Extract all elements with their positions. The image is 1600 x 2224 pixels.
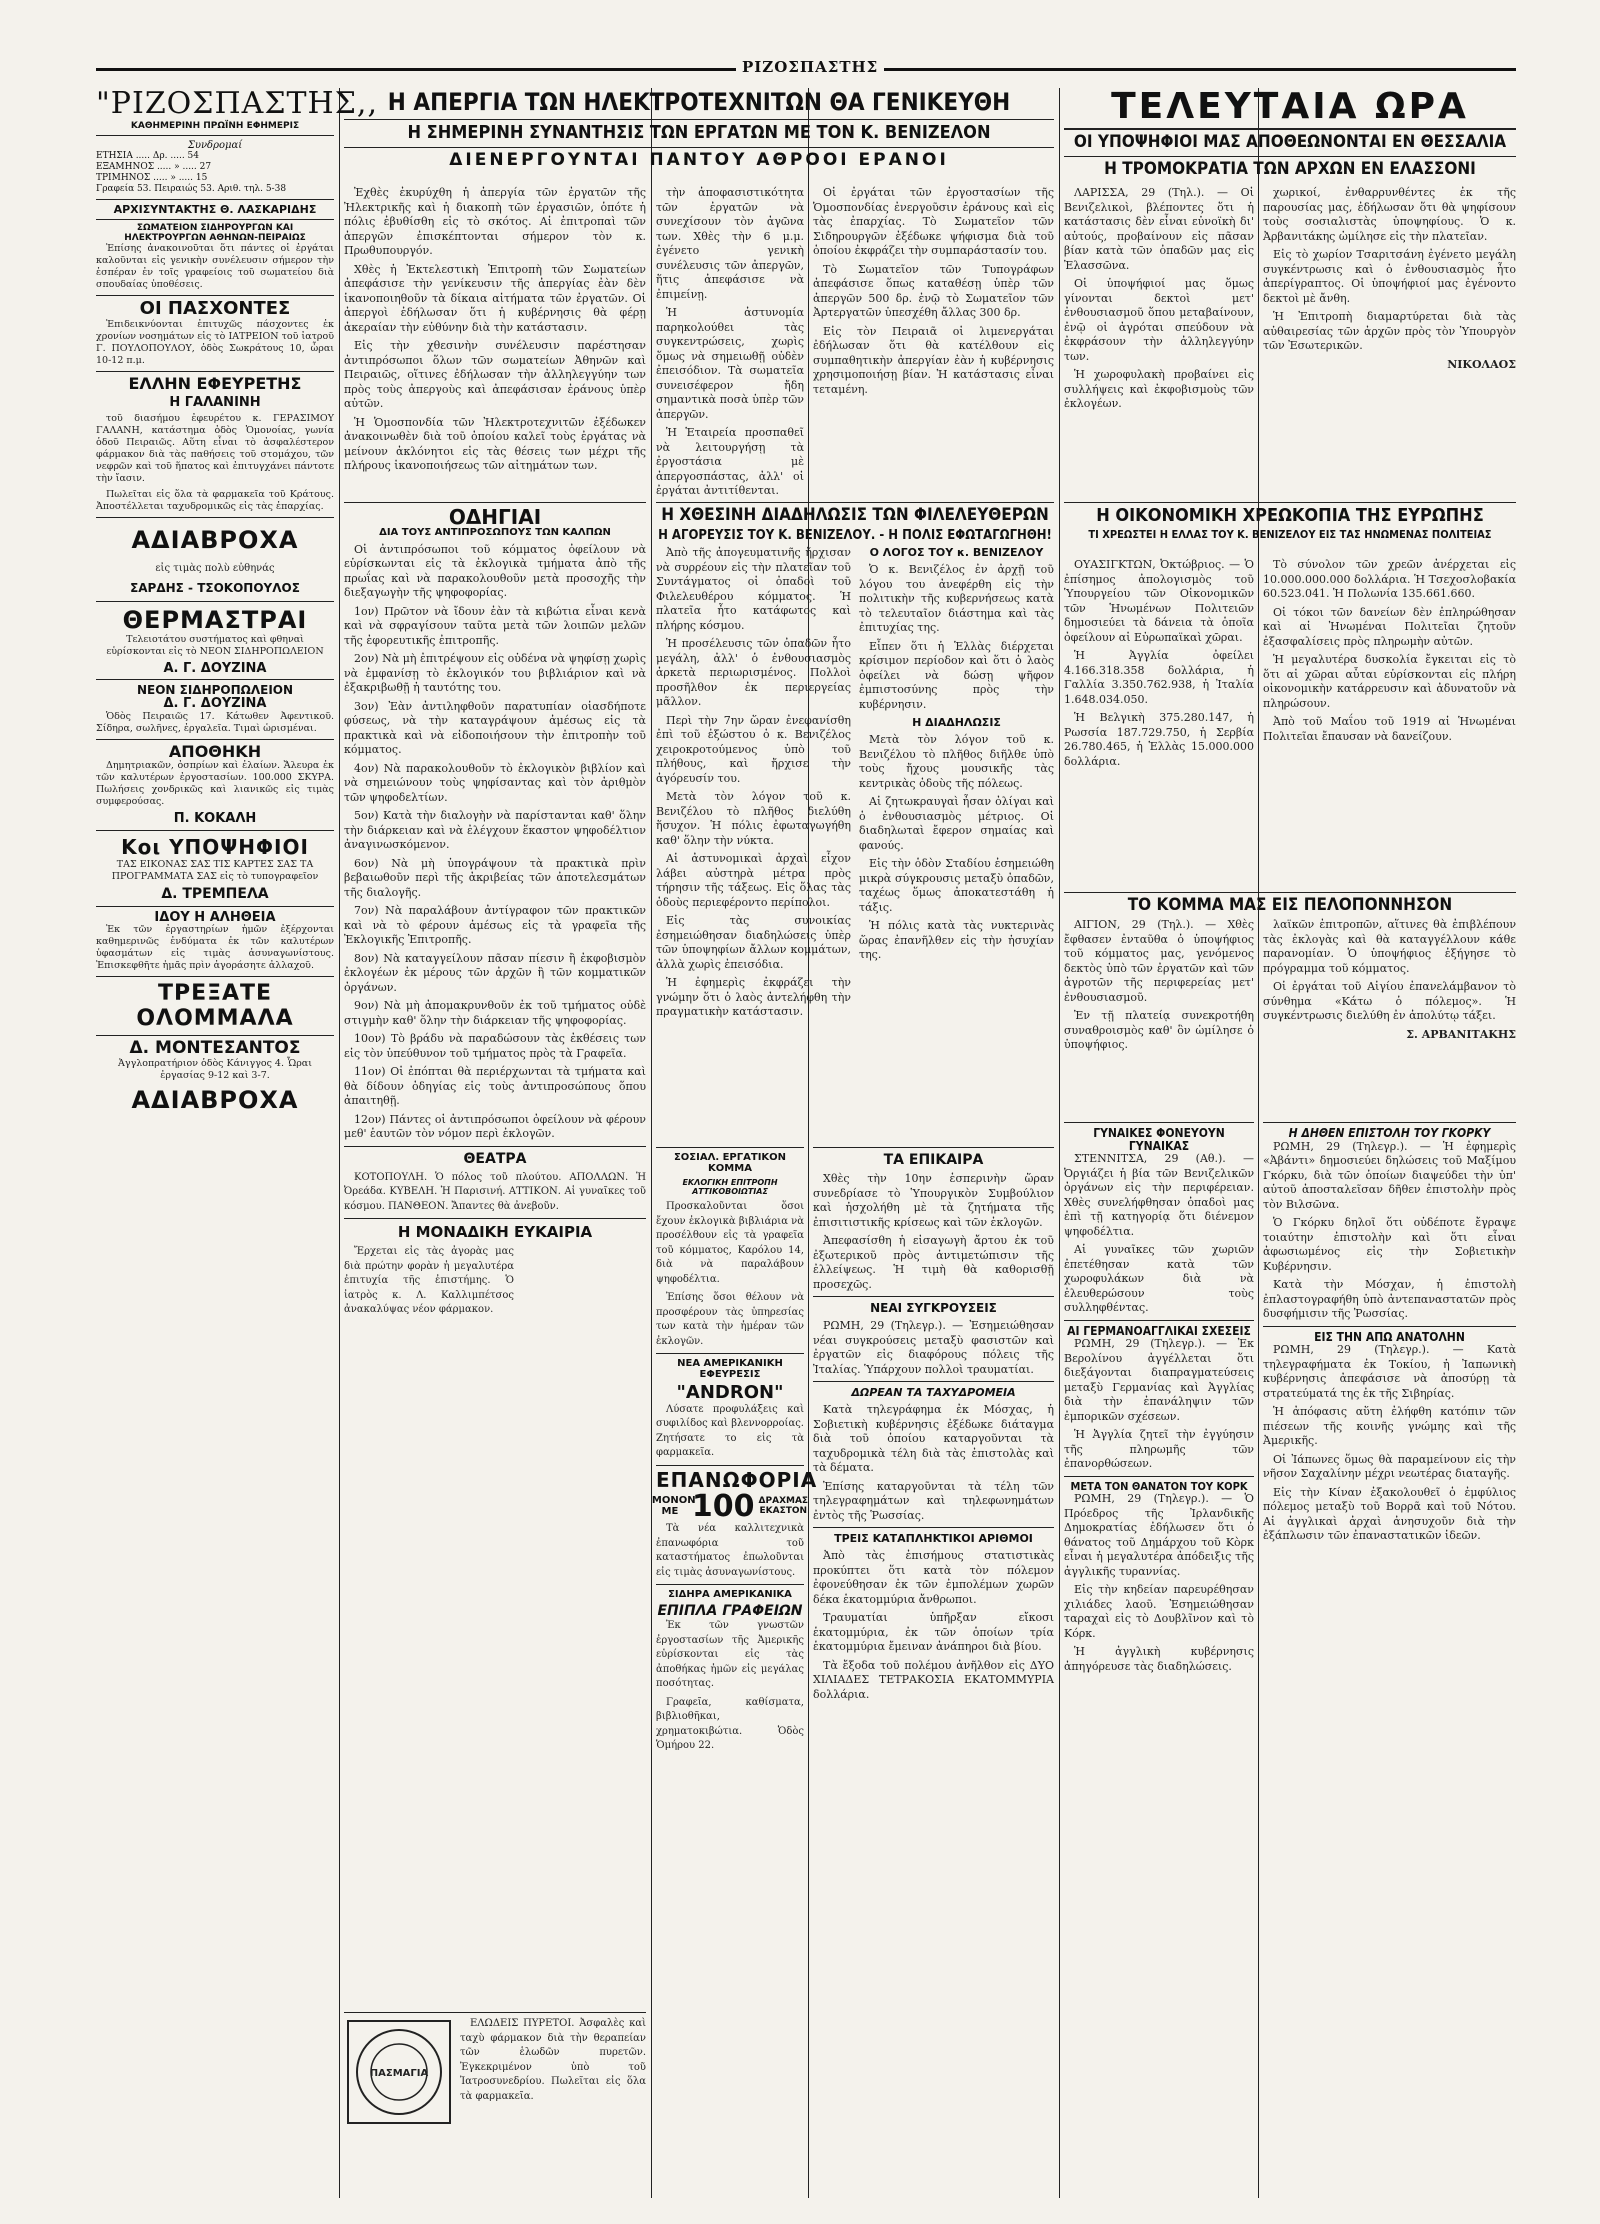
run-ad-subheading: ΟΛΟΜΜΑΛΑ <box>136 1006 294 1032</box>
thessaly-heading: ΟΙ ΥΠΟΨΗΦΙΟΙ ΜΑΣ ΑΠΟΘΕΩΝΟΝΤΑΙ ΕΝ ΘΕΣΣΑΛΙΑ <box>1073 131 1507 152</box>
body-text: Ἀγγλοπρατήριον ὁδὸς Κάνιγγος 4. Ὧραι ἐργασίας 9-12 καὶ 3-7. <box>118 1058 312 1082</box>
thessaly-article <box>1064 186 1254 496</box>
rate-line: ΕΞΑΜΗΝΟΣ ..... » ..... 27 <box>96 161 212 172</box>
overcoats-heading: ΕΠΑΝΩΦΟΡΙΑ <box>656 1467 818 1492</box>
shop-name: ΣΑΡΔΗΣ - ΤΣΟΚΟΠΟΥΛΟΣ <box>130 581 300 596</box>
body-text: Ἐκ τῶν ἐργαστηρίων ἡμῶν ἐξέρχονται καθημερινῶς ἐνδύματα ἐκ τῶν καλυτέρων ὑφασμάτων εἰς τιμὰς ἀσυναγωνίστους. Ἐπισκεφθῆτε ἡμᾶς πρὶν ἀγοράσητε ἀλλαχοῦ. <box>96 924 334 972</box>
article-body: Μετὰ τὸν λόγον τοῦ κ. Βενιζέλου τὸ πλῆθος διῆλθε ὑπὸ τοὺς ἤχους μουσικῆς τὰς κεντρικὰς ὁδοὺς τῆς πόλεως. Αἱ ζητωκραυγαὶ ἦσαν ὀλίγαι καὶ ὁ ἐνθουσιασμὸς μέτριος. Οἱ διαδηλωταὶ ἔφερον σημαίας καὶ φανούς. Εἰς τὴν ὁδὸν Σταδίου ἐσημειώθη μικρὰ σύγκρουσις μεταξὺ ὀπαδῶν, ταχέως ὅμως ἀποκατεστάθη ἡ τάξις. Ἡ πόλις κατὰ τὰς νυκτερινὰς ὥρας ἐπανῆλθεν εἰς τὴν ἡσυχίαν της. <box>859 733 1054 962</box>
article-body: χωρικοί, ἐνθαρρυνθέντες ἐκ τῆς παρουσίας μας, ἐδήλωσαν ὅτι θὰ ψηφίσουν τοὺς σοσιαλιστὰς ὑποψηφίους. Ὁ κ. Ἀρβανιτάκης ὡμίλησε εἰς τὴν πλατεῖαν. Εἰς τὸ χωρίον Τσαριτσάνη ἐγένετο μεγάλη συγκέντρωσις καὶ ὁ ἐνθουσιασμὸς ἦτο ἀπερίγραπτος. Οἱ ὑποψήφιοί μας ἐγένοντο δεκτοὶ μὲ ἄνθη. Ἡ Ἐπιτροπὴ διαμαρτύρεται διὰ τὰς αὐθαιρεσίας τῶν ἀρχῶν πρὸς τὸν Ὑπουργὸν τῶν Ἐσωτερικῶν. ΝΙΚΟΛΑΟΣ <box>1263 186 1516 371</box>
guidelines-article <box>344 498 646 1498</box>
shop-name: ΝΕΟΝ ΣΙΔΗΡΟΠΩΛΕΙΟΝ <box>136 683 294 698</box>
guidelines-subheading: ΔΙΑ ΤΟΥΣ ΑΝΤΙΠΡΟΣΩΠΟΥΣ ΤΩΝ ΚΑΛΠΩΝ <box>379 527 611 538</box>
rally-article <box>656 498 1054 1138</box>
article-body: ΡΩΜΗ, 29 (Τηλεγρ.). — Ἐκ Βερολίνου ἀγγέλλεται ὅτι διεξάγονται διαπραγματεύσεις μεταξὺ Γερμανίας καὶ Ἀγγλίας διὰ τὴν ἐπανάληψιν τῶν ἐμπορικῶν σχέσεων. Ἡ Ἀγγλία ζητεῖ τὴν ἐγγύησιν τῆς πληρωμῆς τῶν ἐπανορθώσεων. <box>1064 1337 1254 1471</box>
body-text: εἰς τιμὰς πολὺ εὐθηνάς <box>155 562 275 574</box>
seal-text: ΠΑΣΜΑΓΙΑ <box>369 2068 429 2079</box>
signature: Σ. ΑΡΒΑΝΙΤΑΚΗΣ <box>1406 1027 1516 1041</box>
women-heading: ΓΥΝΑΙΚΕΣ ΦΟΝΕΥΟΥΝ ΓΥΝΑΙΚΑΣ <box>1093 1126 1225 1153</box>
col4-bottom <box>813 1143 1054 2198</box>
truth-heading: ΙΔΟΥ Η ΑΛΗΘΕΙΑ <box>154 909 276 925</box>
raincoat-ad-heading: ΑΔΙΑΒΡΟΧΑ <box>131 525 299 554</box>
union-heading: ΣΩΜΑΤΕΙΟΝ ΣΙΔΗΡΟΥΡΓΩΝ ΚΑΙ ΗΛΕΚΤΡΟΥΡΓΩΝ ΑΘΗΝΩΝ-ΠΕΙΡΑΙΩΣ <box>124 223 306 243</box>
left-column <box>96 86 378 2198</box>
right-col-b <box>1263 1118 1516 2198</box>
body-text: Ὁδὸς Πειραιῶς 17. Κάτωθεν Ἀφεντικοῦ. Σίδηρα, σωλῆνες, ἐργαλεῖα. Τιμαὶ ὡρισμέναι. <box>96 710 334 734</box>
current-events-heading: ΤΑ ΕΠΙΚΑΙΡΑ <box>883 1152 984 1168</box>
column-rule <box>651 88 652 2198</box>
col3-bottom <box>651 1143 818 2198</box>
shop-name: Δ. ΜΟΝΤΕΣΑΝΤΟΣ <box>129 1038 301 1059</box>
signature: ΝΙΚΟΛΑΟΣ <box>1447 357 1516 371</box>
article-body: Ἀπὸ τῆς ἀπογευματινῆς ἤρχισαν νὰ συρρέουν εἰς τὴν πλατεῖαν τοῦ Συντάγματος οἱ ὀπαδοὶ τοῦ Φιλελευθέρου κόμματος. Ἡ πλατεῖα ἦτο κατάφωτος καὶ πλήρης κόσμου. Ἡ προσέλευσις τῶν ὀπαδῶν ἦτο μεγάλη, ἀλλ' ὁ ἐνθουσιασμὸς ἀρκετὰ περιωρισμένος. Πολλοὶ προσῆλθον ἐκ περιεργείας μᾶλλον. Περὶ τὴν 7ην ὥραν ἐνεφανίσθη ἐπὶ τοῦ ἐξώστου ὁ κ. Βενιζέλος χειροκροτούμενος ὑπὸ τοῦ πλήθους, καὶ ἤρχισε τὴν ἀγόρευσίν του. Μετὰ τὸν λόγον τοῦ κ. Βενιζέλου τὸ πλῆθος διελύθη ἥσυχον. Ἡ πόλις ἐφωταγωγήθη καθ' ὅλην τὴν νύκτα. Αἱ ἀστυνομικαὶ ἀρχαὶ εἶχον λάβει αὐστηρὰ μέτρα πρὸς τήρησιν τῆς τάξεως. Εἰς ὅλας τὰς ὁδοὺς περιεφέροντο περίπολοι. Εἰς τὰς συνοικίας ἐσημειώθησαν διαδηλώσεις ὑπὲρ τῶν ὑποψηφίων ἄλλων κομμάτων, ἀλλὰ χωρὶς ἐπεισόδια. Ἡ ἐφημερὶς ἐκφράζει τὴν γνώμην ὅτι ὁ λαὸς ἀντελήφθη τὴν πραγματικὴν κατάστασιν. <box>656 546 851 1019</box>
andron-brand: "ANDRON" <box>676 1382 784 1403</box>
article-body: Τὸ σύνολον τῶν χρεῶν ἀνέρχεται εἰς 10.000.000.000 δολλάρια. Ἡ Τσεχοσλοβακία 60.523.041. Ἡ Πολωνία 135.661.660. Οἱ τόκοι τῶν δανείων δὲν ἐπληρώθησαν καὶ αἱ Ἡνωμέναι Πολιτεῖαι ζητοῦν ἐξασφαλίσεις πρὸς πληρωμὴν αὐτῶν. Ἡ μεγαλυτέρα δυσκολία ἔγκειται εἰς τὸ ὅτι αἱ χῶραι αὗται εὑρίσκονται εἰς πλήρη οἰκονομικὴν κατάρρευσιν καὶ ἀδυνατοῦν νὰ πληρώσουν. Ἀπὸ τοῦ Μαΐου τοῦ 1919 αἱ Ἡνωμέναι Πολιτεῖαι ἔπαυσαν νὰ δανείζουν. <box>1263 558 1516 743</box>
body-text: Ἐπίσης ἀνακοινοῦται ὅτι πάντες οἱ ἐργάται καλοῦνται εἰς γενικὴν συνέλευσιν σήμερον τὴν ἑσπέραν ἐν τοῖς γραφείοις τοῦ σωματείου διὰ σπουδαίας ὑποθέσεις. <box>96 243 334 291</box>
article-body: Οἱ ἀντιπρόσωποι τοῦ κόμματος ὀφείλουν νὰ εὑρίσκωνται εἰς τὰ ἐκλογικὰ τμήματα ἀπὸ τῆς πρωΐας καὶ νὰ παρακολουθοῦν μετὰ προσοχῆς τὴν διεξαγωγὴν τῆς ψηφοφορίας. 1ον) Πρῶτον νὰ ἴδουν ἐὰν τὰ κιβώτια εἶναι κενὰ καὶ νὰ σφραγίσουν ταῦτα μετὰ τῶν λοιπῶν μελῶν τῆς ἐφορευτικῆς ἐπιτροπῆς. 2ον) Νὰ μὴ ἐπιτρέψουν εἰς οὐδένα νὰ ψηφίσῃ χωρὶς νὰ ἐμφανίσῃ τὸ ἐκλογικόν του βιβλιάριον καὶ νὰ ἐξακριβωθῇ ἡ ταυτότης του. 3ον) Ἐὰν ἀντιληφθοῦν παρατυπίαν οἱασδήποτε φύσεως, νὰ τὴν καταγράψουν ἀμέσως εἰς τὰ πρακτικὰ καὶ νὰ εἰδοποιήσουν τὴν ἐπιτροπὴν τοῦ κόμματος. 4ον) Νὰ παρακολουθοῦν τὸ ἐκλογικὸν βιβλίον καὶ νὰ σημειώνουν τοὺς ψηφίσαντας καὶ τὸν ἀριθμὸν τῶν ψηφοδελτίων. 5ον) Κατὰ τὴν διαλογὴν νὰ παρίστανται καθ' ὅλην τὴν διάρκειαν καὶ νὰ ἐλέγχουν ἕκαστον ψηφοδέλτιον ἀναγινωσκόμενον. 6ον) Νὰ μὴ ὑπογράψουν τὰ πρακτικὰ πρὶν βεβαιωθοῦν περὶ τῆς ἀκριβείας τῶν ἀποτελεσμάτων τῆς διαλογῆς. 7ον) Νὰ παραλάβουν ἀντίγραφον τῶν πρακτικῶν καὶ νὰ τὸ φέρουν ἀμέσως εἰς τὰ γραφεῖα τῆς Ἐκλογικῆς Ἐπιτροπῆς. 8ον) Νὰ καταγγείλουν πᾶσαν πίεσιν ἢ ἐκφοβισμὸν ἐκλογέων ἐκ μέρους τῶν ἀρχῶν ἢ τῶν κομματικῶν ὀργάνων. 9ον) Νὰ μὴ ἀπομακρυνθοῦν ἐκ τοῦ τμήματος οὐδὲ στιγμὴν καθ' ὅλην τὴν διάρκειαν τῆς ψηφοφορίας. 10ον) Τὸ βράδυ νὰ παραδώσουν τὰς ἐκθέσεις των εἰς τὸν ὑπεύθυνον τοῦ τμήματος πρὸς τὰ Γραφεῖα. 11ον) Οἱ ἐπόπται θὰ περιέρχωνται τὰ τμήματα καὶ θὰ δίδουν ὁδηγίας εἰς τοὺς ἀντιπροσώπους ὅπου ἀπαιτηθῇ. 12ον) Πάντες οἱ ἀντιπρόσωποι ὀφείλουν νὰ φέρουν μεθ' ἑαυτῶν τὸν νόμον περὶ ἐκλογῶν. <box>344 542 646 1140</box>
article-body: Ὁ κ. Βενιζέλος ἐν ἀρχῇ τοῦ λόγου του ἀνεφέρθη εἰς τὴν πολιτικὴν τῆς κυβερνήσεως κατὰ τὸ τελευταῖον διάστημα καὶ τὰς ἐπιτυχίας της. Εἶπεν ὅτι ἡ Ἑλλὰς διέρχεται κρίσιμον περίοδον καὶ ὅτι ὁ λαὸς ὀφείλει νὰ δώσῃ ψῆφον ἐμπιστοσύνης πρὸς τὴν κυβέρνησιν. <box>859 563 1054 711</box>
rate-line: ΤΡΙΜΗΝΟΣ ..... » ..... 15 <box>96 172 208 183</box>
article-body: Οἱ ἐργάται τῶν ἐργοστασίων τῆς Ὁμοσπονδίας ἐνεργοῦσιν ἐράνους καὶ εἰς τὰς ἐπαρχίας. Τὸ Σωματεῖον τῶν Σιδηρουργῶν ἐξέδωκε ψήφισμα διὰ τοῦ ὁποίου ἐκφράζει τὴν συμπαράστασίν του. Τὸ Σωματεῖον τῶν Τυπογράφων ἀπεφάσισε ὅπως καταθέσῃ ὑπὲρ τῶν ἀπεργῶν 500 δρ. ἐνῷ τὸ Σωματεῖον τῶν Ἀρτεργατῶν ὑπεσχέθη ἄλλας 300 δρ. Εἰς τὸν Πειραιᾶ οἱ λιμενεργάται ἐδήλωσαν ὅτι θὰ κατέλθουν εἰς συμπαθητικὴν ἀπεργίαν ἐὰν ἡ κυβέρνησις χρησιμοποιήσῃ βίαν. Ἡ κατάστασις εἶναι τεταμένη. <box>813 186 1054 396</box>
running-head: ΡΙΖΟΣΠΑΣΤΗΣ <box>736 58 884 76</box>
theatres-heading: ΘΕΑΤΡΑ <box>463 1150 527 1167</box>
office-furniture-heading: ΕΠΙΠΛΑ ΓΡΑΦΕΙΩΝ <box>657 1603 803 1620</box>
body-text: τοῦ διασήμου ἐφευρέτου κ. ΓΕΡΑΣΙΜΟΥ ΓΑΛΑΝΗ, κατάστημα ὁδὸς Ὁμονοίας, γωνία ὁδοῦ Πειραιῶς. Αὕτη εἶναι τὸ ἀσφαλέστερον φάρμακον διὰ τὰς παθήσεις τοῦ στομάχου, τῶν νεφρῶν καὶ τοῦ ἥπατος καὶ ἐπιτυγχάνει πάντοτε τὴν ἴασιν. Πωλεῖται εἰς ὅλα τὰ φαρμακεῖα τοῦ Κράτους. Ἀποστέλλεται ταχυδρομικῶς εἰς τὰς ἐπαρχίας. <box>96 412 334 512</box>
peloponnese-heading: ΤΟ ΚΟΜΜΑ ΜΑΣ ΕΙΣ ΠΕΛΟΠΟΝΝΗΣΟΝ <box>1127 895 1453 915</box>
main-subhead: Η ΣΗΜΕΡΙΝΗ ΣΥΝΑΝΤΗΣΙΣ ΤΩΝ ΕΡΓΑΤΩΝ ΜΕ ΤΟΝ Κ. ΒΕΝΙΖΕΛΟΝ <box>407 122 991 144</box>
newspaper-page <box>96 58 1516 2198</box>
three-numbers-heading: ΤΡΕΙΣ ΚΑΤΑΠΛΗΚΤΙΚΟΙ ΑΡΙΘΜΟΙ <box>834 1532 1033 1545</box>
subscription-rates <box>96 151 334 195</box>
warehouse-heading: ΑΠΟΘΗΚΗ <box>168 741 262 761</box>
peloponnese-header <box>1064 888 1516 918</box>
masthead-subtitle: ΚΑΘΗΜΕΡΙΝΗ ΠΡΩΪΝΗ ΕΦΗΜΕΡΙΣ <box>130 120 300 131</box>
editor-line: ΑΡΧΙΣΥΝΤΑΚΤΗΣ Θ. ΛΑΣΚΑΡΙΔΗΣ <box>113 202 317 216</box>
only-label: ΜΟΝΟΝ ΜΕ <box>651 1495 696 1517</box>
price-value: 100 <box>691 1488 755 1524</box>
article-body: ΡΩΜΗ, 29 (Τηλεγρ.). — Κατὰ τηλεγραφήματα ἐκ Τοκίου, ἡ Ἰαπωνικὴ κυβέρνησις ἀπεφάσισε νὰ ἀποσύρῃ τὰ στρατεύματά της ἐκ τῆς Σιβηρίας. Ἡ ἀπόφασις αὕτη ἐλήφθη κατόπιν τῶν πιέσεων τῆς κοινῆς γνώμης καὶ τῆς Ἀμερικῆς. Οἱ Ἰάπωνες ὅμως θὰ παραμείνουν εἰς τὴν νῆσον Σαχαλίνην μέχρι νεωτέρας διαταγῆς. Εἰς τὴν Κίναν ἐξακολουθεῖ ὁ ἐμφύλιος πόλεμος μεταξὺ τοῦ Βορρᾶ καὶ τοῦ Νότου. Αἱ ἀγγλικαὶ ἀρχαὶ ἀνησυχοῦν διὰ τὴν ἐξάπλωσιν τῶν ἐπαναστατικῶν ἰδεῶν. <box>1263 1343 1516 1543</box>
shop-name: Π. ΚΟΚΑΛΗ <box>173 811 257 827</box>
strike-article <box>344 186 646 496</box>
inventor-name: Η ΓΑΛΑΝΙΝΗ <box>169 395 261 411</box>
right-col-a <box>1064 1118 1254 2198</box>
post-heading: ΔΩΡΕΑΝ ΤΑ ΤΑΧΥΔΡΟΜΕΙΑ <box>851 1386 1016 1399</box>
peloponnese-article-cont <box>1263 918 1516 1118</box>
article-body: ΚΟΤΟΠΟΥΛΗ. Ὁ πόλος τοῦ πλούτου. ΑΠΟΛΛΩΝ. Ἡ Ὀρεάδα. ΚΥΒΕΛΗ. Ἡ Παρισινή. ΑΤΤΙΚΟΝ. Αἱ γυναῖκες τοῦ κόσμου. ΠΑΝΘΕΟΝ. Ἄπαντες θὰ ἀνεβοῦν. <box>344 1171 646 1212</box>
column-rule <box>339 88 340 2198</box>
article-body: ΡΩΜΗ, 29 (Τηλεγρ.). — Ὁ Πρόεδρος τῆς Ἰρλανδικῆς Δημοκρατίας ἐδήλωσεν ὅτι ὁ θάνατος τοῦ Δημάρχου τοῦ Κὸρκ εἶναι ἡ μεγαλυτέρα ἀπόδειξις τῆς ἀγγλικῆς τυραννίας. Εἰς τὴν κηδείαν παρευρέθησαν χιλιάδες λαοῦ. Ἐσημειώθησαν ταραχαὶ εἰς τὸ Δουβλῖνον καὶ τὸ Κόρκ. Ἡ ἀγγλικὴ κυβέρνησις ἀπηγόρευσε τὰς διαδηλώσεις. <box>1064 1492 1254 1673</box>
article-body: Χθὲς τὴν 10ην ἑσπερινὴν ὥραν συνεδρίασε τὸ Ὑπουργικὸν Συμβούλιον καὶ ἠσχολήθη μὲ τὰ ζητήματα τῆς ἐπισιτιστικῆς κρίσεως καὶ τῶν ἐκλογῶν. Ἀπεφασίσθη ἡ εἰσαγωγὴ ἄρτου ἐκ τοῦ ἐξωτερικοῦ πρὸς ἀντιμετώπισιν τῆς ἐλλείψεως. Ἡ τιμὴ θὰ καθορισθῇ προσεχῶς. <box>813 1172 1054 1291</box>
terror-heading: Η ΤΡΟΜΟΚΡΑΤΙΑ ΤΩΝ ΑΡΧΩΝ ΕΝ ΕΛΑΣΣΟΝΙ <box>1104 158 1476 179</box>
fever-ad <box>344 2008 646 2198</box>
bankruptcy-article-cont <box>1263 558 1516 878</box>
strike-article-cont <box>656 186 804 496</box>
bankruptcy-heading: Η ΟΙΚΟΝΟΜΙΚΗ ΧΡΕΩΚΟΠΙΑ ΤΗΣ ΕΥΡΩΠΗΣ <box>1096 505 1484 526</box>
furniture-heading: ΣΙΔΗΡΑ ΑΜΕΡΙΚΑΝΙΚΑ <box>668 1589 792 1601</box>
run-ad-heading: ΤΡΕΞΑΤΕ <box>157 981 273 1007</box>
candidates-ad-heading: Κοι ΥΠΟΨΗΦΙΟΙ <box>121 835 309 860</box>
body-text: Δημητριακῶν, ὀσπρίων καὶ ἐλαίων. Ἄλευρα ἐκ τῶν καλυτέρων ἐργοστασίων. 100.000 ΣΚΥΡΑ. Πωλήσεις χονδρικῶς καὶ λιανικῶς εἰς τιμὰς συμφερούσας. <box>96 760 334 808</box>
socialist-heading: ΣΟΣΙΑΛ. ΕΡΓΑΤΙΚΟΝ ΚΟΜΜΑ <box>673 1152 787 1174</box>
shop-name: Δ. Γ. ΔΟΥΖΙΝΑ <box>163 696 267 712</box>
gorky-heading: Η ΔΗΘΕΝ ΕΠΙΣΤΟΛΗ ΤΟΥ ΓΚΟΡΚΥ <box>1288 1126 1491 1140</box>
clashes-heading: ΝΕΑΙ ΣΥΓΚΡΟΥΣΕΙΣ <box>870 1301 997 1315</box>
masthead-title: "ΡΙΖΟΣΠΑΣΤΗΣ,, <box>96 86 378 121</box>
body-text: ΤΑΣ ΕΙΚΟΝΑΣ ΣΑΣ ΤΙΣ ΚΑΡΤΕΣ ΣΑΣ ΤΑ ΠΡΟΓΡΑΜΜΑΤΑ ΣΑΣ εἰς τὸ τυπογραφεῖον <box>111 859 319 883</box>
article-body: τὴν ἀποφασιστικότητα τῶν ἐργατῶν νὰ συνεχίσουν τὸν ἀγῶνα των. Χθὲς τὴν 6 μ.μ. ἐγένετο γενικὴ συνέλευσις τῶν ἀπεργῶν, ἥτις ἀπεφάσισε νὰ ἐπιμείνῃ. Ἡ ἀστυνομία παρηκολούθει τὰς συγκεντρώσεις, χωρὶς ὅμως νὰ σημειωθῇ οὐδὲν ἐπεισόδιον. Τὰ σωματεῖα συνεισέφερον ἤδη σημαντικὰ ποσὰ ὑπὲρ τῶν ἀπεργῶν. Ἡ Ἑταιρεία προσπαθεῖ νὰ λειτουργήσῃ τὰ ἐργοστάσια μὲ ἀπεργοσπάστας, ἀλλ' οἱ ἐργάται ἀντιτίθενται. <box>656 186 804 497</box>
inventor-heading: ΕΛΛΗΝ ΕΦΕΥΡΕΤΗΣ <box>128 374 302 394</box>
bankruptcy-subheading: ΤΙ ΧΡΕΩΣΤΕΙ Η ΕΛΛΑΣ ΤΟΥ Κ. ΒΕΝΙΖΕΛΟΥ ΕΙΣ ΤΑΣ ΗΝΩΜΕΝΑΣ ΠΟΛΙΤΕΙΑΣ <box>1088 527 1492 541</box>
latest-hour-heading: ΤΕΛΕΥΤΑΙΑ ΩΡΑ <box>1064 88 1516 130</box>
article-body: Ἔρχεται εἰς τὰς ἀγορὰς μας διὰ πρώτην φορὰν ἡ μεγαλυτέρα ἐπιτυχία τῆς ἐπιστήμης. Ὁ ἰατρὸς κ. Λ. Καλλιμπέτσος ἀνακαλύψας νέον φάρμακον. <box>344 1246 514 1315</box>
article-body: ΣΤΕΝΝΙΤΣΑ, 29 (Αθ.). — Ὀργιάζει ἡ βία τῶν Βενιζελικῶν ὀργάνων εἰς τὴν περιφέρειαν. Χθὲς συνελήφθησαν ὀπαδοὶ μας ἐπὶ τῇ κατηγορίᾳ ὅτι διένεμον ψηφοδέλτια. Αἱ γυναῖκες τῶν χωριῶν ἐπετέθησαν κατὰ τῶν χωροφυλάκων διὰ νὰ ἐλευθερώσουν τοὺς συλληφθέντας. <box>1064 1152 1254 1315</box>
main-headline: Η ΑΠΕΡΓΙΑ ΤΩΝ ΗΛΕΚΤΡΟΤΕΧΝΙΤΩΝ ΘΑ ΓΕΝΙΚΕΥΘΗ <box>387 88 1011 116</box>
article-body: ΛΑΡΙΣΣΑ, 29 (Τηλ.). — Οἱ Βενιζελικοὶ, βλέποντες ὅτι ἡ κατάστασις δὲν εἶναι εὐνοϊκὴ δι' αὐτούς, προβαίνουν εἰς πᾶσαν βίαν κατὰ τῶν ὀπαδῶν μας εἰς Ἐλασσῶνα. Οἱ ὑποψήφιοί μας ὅμως γίνονται δεκτοὶ μετ' ἐνθουσιασμοῦ ὅπου μεταβαίνουν, ἐνῷ οἱ ἀγρόται σπεύδουν νὰ ἐκφράσουν τὴν ἀλληλεγγύην των. Ἡ χωροφυλακὴ προβαίνει εἰς συλλήψεις καὶ ἐκφοβισμοὺς τῶν ἐκλογέων. <box>1064 186 1254 410</box>
death-heading: ΜΕΤΑ ΤΟΝ ΘΑΝΑΤΟΝ ΤΟΥ ΚΟΡΚ <box>1070 1479 1248 1493</box>
article-body: ΟΥΑΣΙΓΚΤΩΝ, Ὀκτώβριος. — Ὁ ἐπίσημος ἀπολογισμὸς τοῦ Ὑπουργείου τῶν Οἰκονομικῶν τῶν Ἡνωμένων Πολιτειῶν δημοσιεύει τὰ δάνεια τὰ ὁποῖα ὀφείλουν αἱ Εὐρωπαϊκαὶ χῶραι. Ἡ Ἀγγλία ὀφείλει 4.166.318.358 δολλάρια, ἡ Γαλλία 3.350.762.938, ἡ Ἰταλία 1.648.034.050. Ἡ Βελγικὴ 375.280.147, ἡ Ρωσσία 187.729.750, ἡ Σερβία 26.780.465, ἡ Ἑλλὰς 15.000.000 δολλάρια. <box>1064 558 1254 768</box>
socialist-subheading: ΕΚΛΟΓΙΚΗ ΕΠΙΤΡΟΠΗ ΑΤΤΙΚΟΒΟΙΩΤΙΑΣ <box>682 1178 778 1196</box>
article-body: Ἐχθὲς ἐκυρύχθη ἡ ἀπεργία τῶν ἐργατῶν τῆς Ἠλεκτρικῆς καὶ ἡ διακοπὴ τῶν ἐργασιῶν, ὁπότε ἡ πόλις ἐβυθίσθη εἰς τὸ σκότος. Αἱ ἐπιτροπαὶ τῶν ἀπεργῶν ἐπισκέπτονται σήμερον τὸν κ. Πρωθυπουργόν. Χθὲς ἡ Ἐκτελεστικὴ Ἐπιτροπὴ τῶν Σωματείων ἀπεφάσισε τὴν γενίκευσιν τῆς ἀπεργίας ἐὰν δὲν ἱκανοποιηθοῦν τὰ δίκαια αἰτήματα τῶν ἐργατῶν. Οἱ ἀπεργοὶ ἐδήλωσαν ὅτι ἡ κυβέρνησις θὰ φέρῃ ἀκεραίαν τὴν εὐθύνην διὰ τὴν κατάστασιν. Εἰς τὴν χθεσινὴν συνέλευσιν παρέστησαν ἀντιπρόσωποι ὅλων τῶν σωματείων Ἀθηνῶν καὶ Πειραιῶς, οἵτινες ἐδήλωσαν τὴν ἀλληλεγγύην των πρὸς τοὺς ἀπεργοὺς καὶ ἀπεφάσισαν ἐράνους ὑπὲρ αὐτῶν. Ἡ Ὁμοσπονδία τῶν Ἠλεκτροτεχνιτῶν ἐξέδωκεν ἀνακοινωθὲν διὰ τοῦ ὁποίου καλεῖ τοὺς ἐργάτας νὰ μείνουν ἀκλόνητοι εἰς τὰς θέσεις των μέχρι τῆς πλήρους ἱκανοποιήσεως τῶν αἰτημάτων των. <box>344 186 646 472</box>
body-text: Ἐπιδεικνύονται ἐπιτυχῶς πάσχοντες ἐκ χρονίων νοσημάτων εἰς τὸ ΙΑΤΡΕΙΟΝ τοῦ ἰατροῦ Γ. ΠΟΥΛΟΠΟΥΛΟΥ, ὁδὸς Σωκράτους 10, ὧραι 10-12 π.μ. <box>96 319 334 367</box>
article-body: ΡΩΜΗ, 29 (Τηλεγρ.). — Ἡ ἐφημερὶς «Ἀβάντι» δημοσιεύει δηλώσεις τοῦ Μαξίμου Γκόρκυ, διὰ τῶν ὁποίων διαψεύδει τὴν ὑπ' αὐτοῦ ἀποσταλεῖσαν δῆθεν ἐπιστολὴν πρὸς τὸν Βιλσῶνα. Ὁ Γκόρκυ δηλοῖ ὅτι οὐδέποτε ἔγραψε τοιαύτην ἐπιστολὴν καὶ ὅτι εἶναι ἀφωσιωμένος εἰς τὴν Σοβιετικὴν Κυβέρνησιν. Κατὰ τὴν Μόσχαν, ἡ ἐπιστολὴ ἐπλαστογραφήθη ὑπὸ ἀντεπαναστατῶν πρὸς δυσφήμισιν τῆς Ῥωσσίας. <box>1263 1139 1516 1321</box>
column-rule <box>808 88 809 2198</box>
address-line: Γραφεία 53. Πειραιώς 53. Αριθ. τηλ. 5-38 <box>96 183 287 194</box>
article-body: Προσκαλοῦνται ὅσοι ἔχουν ἐκλογικὰ βιβλιάρια νὰ προσέλθουν εἰς τὰ γραφεῖα τοῦ κόμματος, Καρόλου 14, διὰ νὰ παραλάβουν ψηφοδέλτια. Ἐπίσης ὅσοι θέλουν νὰ προσφέρουν τὰς ὑπηρεσίας των κατὰ τὴν ἡμέραν τῶν ἐκλογῶν. <box>656 1201 804 1347</box>
sufferers-heading: ΟΙ ΠΑΣΧΟΝΤΕΣ <box>139 298 291 320</box>
article-body: ΕΛΩΔΕΙΣ ΠΥΡΕΤΟΙ. Ἀσφαλὲς καὶ ταχὺ φάρμακον διὰ τὴν θεραπείαν τῶν ἑλωδῶν πυρετῶν. Ἐγκεκριμένον ὑπὸ τοῦ Ἰατροσυνεδρίου. Πωλεῖται εἰς ὅλα τὰ φαρμακεῖα. <box>460 2018 646 2102</box>
heater-ad-heading: ΘΕΡΜΑΣΤΡΑΙ <box>122 605 308 634</box>
bankruptcy-article <box>1064 558 1254 878</box>
rate-line: ΕΤΗΣΙΑ ..... Δρ. ..... 54 <box>96 150 199 161</box>
article-body: Ἀπὸ τὰς ἐπισήμους στατιστικὰς προκύπτει ὅτι κατὰ τὸν πόλεμον ἐφονεύθησαν ἐκ τῶν ἐμπολέμων χωρῶν δέκα ἑκατομμύρια ἄνθρωποι. Τραυματίαι ὑπῆρξαν εἴκοσι ἑκατομμύρια, ἐκ τῶν ὁποίων τρία ἑκατομμύρια ἔμειναν ἀνάπηροι διὰ βίου. Τὰ ἔξοδα τοῦ πολέμου ἀνῆλθον εἰς ΔΥΟ ΧΙΛΙΑΔΕΣ ΤΕΤΡΑΚΟΣΙΑ ΕΚΑΤΟΜΜΥΡΙΑ δολλάρια. <box>813 1549 1054 1701</box>
peloponnese-article <box>1064 918 1254 1118</box>
shop-name: Α. Γ. ΔΟΥΖΙΝΑ <box>163 660 267 676</box>
raincoat-ad-heading-2: ΑΔΙΑΒΡΟΧΑ <box>131 1086 299 1115</box>
article-body: Τὰ νέα καλλιτεχνικὰ ἐπανωφόρια τοῦ καταστήματος ἐπωλοῦνται εἰς τιμὰς ἀσυναγωνίστους. <box>656 1523 804 1578</box>
article-body: Ἐκ τῶν γνωστῶν ἐργοστασίων τῆς Ἀμερικῆς εὑρίσκονται εἰς τὰς ἀποθήκας ἡμῶν εἰς μεγάλας ποσότητας. Γραφεῖα, καθίσματα, βιβλιοθῆκαι, χρηματοκιβώτια. Ὁδὸς Ὁμήρου 22. <box>656 1620 804 1752</box>
article-body: λαϊκῶν ἐπιτροπῶν, αἵτινες θὰ ἐπιβλέπουν τὰς ἐκλογὰς καὶ θὰ καταγγέλλουν κάθε παρανομίαν. Ὁ ὑποψήφιος ἐξήγησε τὸ πρόγραμμα τοῦ κόμματος. Οἱ ἐργάται τοῦ Αἰγίου ἐπανελάμβανον τὸ σύνθημα «Κάτω ὁ πόλεμος». Ἡ συγκέντρωσις διελύθη ἐν ἀπολύτῳ τάξει. Σ. ΑΡΒΑΝΙΤΑΚΗΣ <box>1263 918 1516 1041</box>
guidelines-heading: ΟΔΗΓΙΑΙ <box>448 505 542 529</box>
article-body: Λύσατε προφυλάξεις καὶ συφιλίδος καὶ βλεννορροίας. Ζητήσατε το εἰς τὰ φαρμακεῖα. <box>656 1403 804 1459</box>
rally-subheadline: Η ΑΓΟΡΕΥΣΙΣ ΤΟΥ Κ. ΒΕΝΙΖΕΛΟΥ. - Η ΠΟΛΙΣ ΕΦΩΤΑΓΩΓΗΘΗ! <box>658 527 1052 543</box>
speech-heading: Ο ΛΟΓΟΣ ΤΟΥ κ. ΒΕΝΙΖΕΛΟΥ <box>869 546 1044 560</box>
rally-headline: Η ΧΘΕΣΙΝΗ ΔΙΑΔΗΛΩΣΙΣ ΤΩΝ ΦΙΛΕΛΕΥΘΕΡΩΝ <box>661 505 1049 525</box>
far-east-heading: ΕΙΣ ΤΗΝ ΑΠΩ ΑΝΑΤΟΛΗΝ <box>1314 1329 1465 1344</box>
article-body: ΡΩΜΗ, 29 (Τηλεγρ.). — Ἐσημειώθησαν νέαι συγκρούσεις μεταξὺ φασιστῶν καὶ ἐργατῶν εἰς διαφόρους πόλεις τῆς Ἰταλίας. Ὑπάρχουν πολλοὶ τραυματίαι. <box>813 1319 1054 1376</box>
column-rule <box>1258 88 1259 2198</box>
strike-article-cont2 <box>813 186 1054 496</box>
opportunity-heading: Η ΜΟΝΑΔΙΚΗ ΕΥΚΑΙΡΙΑ <box>397 1223 593 1241</box>
column-rule <box>1059 88 1060 2198</box>
article-body: ΑΙΓΙΟΝ, 29 (Τηλ.). — Χθὲς ἔφθασεν ἐνταῦθα ὁ ὑποψήφιος τοῦ κόμματος μας, γενόμενος δεκτὸς ὑπὸ τῶν ἐργατῶν καὶ τῶν ἀγροτῶν τῆς περιφερείας μετ' ἐνθουσιασμοῦ. Ἐν τῇ πλατείᾳ συνεκροτήθη συναθροισμὸς καθ' ὃν ὡμίλησε ὁ ὑποψήφιος. <box>1064 918 1254 1051</box>
demonstration-heading: Η ΔΙΑΔΗΛΩΣΙΣ <box>912 716 1001 730</box>
subscriptions-label: Συνδρομαί <box>187 139 243 151</box>
main-deck: ΔΙΕΝΕΡΓΟΥΝΤΑΙ ΠΑΝΤΟΥ ΑΘΡΟΟΙ ΕΡΑΝΟΙ <box>449 150 949 171</box>
body-text: Τελειοτάτου συστήματος καὶ φθηναὶ εὑρίσκονται εἰς τὸ ΝΕΟΝ ΣΙΔΗΡΟΠΩΛΕΙΟΝ <box>106 633 324 657</box>
german-heading: ΑΙ ΓΕΡΜΑΝΟΑΓΓΛΙΚΑΙ ΣΧΕΣΕΙΣ <box>1067 1323 1251 1338</box>
drachmas-label: ΔΡΑΧΜΑΣ ΕΚΑΣΤΟΝ <box>758 1496 809 1516</box>
shop-name: Δ. ΤΡΕΜΠΕΛΑ <box>161 886 269 903</box>
stamp-seal-icon <box>344 2017 454 2127</box>
thessaly-article-cont <box>1263 186 1516 496</box>
invention-heading: ΝΕΑ ΑΜΕΡΙΚΑΝΙΚΗ ΕΦΕΥΡΕΣΙΣ <box>677 1358 783 1380</box>
article-body: Κατὰ τηλεγράφημα ἐκ Μόσχας, ἡ Σοβιετικὴ κυβέρνησις ἐξέδωκε διάταγμα διὰ τοῦ ὁποίου καταργοῦνται τὰ ταχυδρομικὰ τέλη διὰ τὰς ἐπιστολὰς καὶ τὰ δέματα. Ἐπίσης καταργοῦνται τὰ τέλη τῶν τηλεγραφημάτων καὶ τηλεφωνημάτων ἐντὸς τῆς Ῥωσσίας. <box>813 1403 1054 1522</box>
bankruptcy-header <box>1064 498 1516 541</box>
